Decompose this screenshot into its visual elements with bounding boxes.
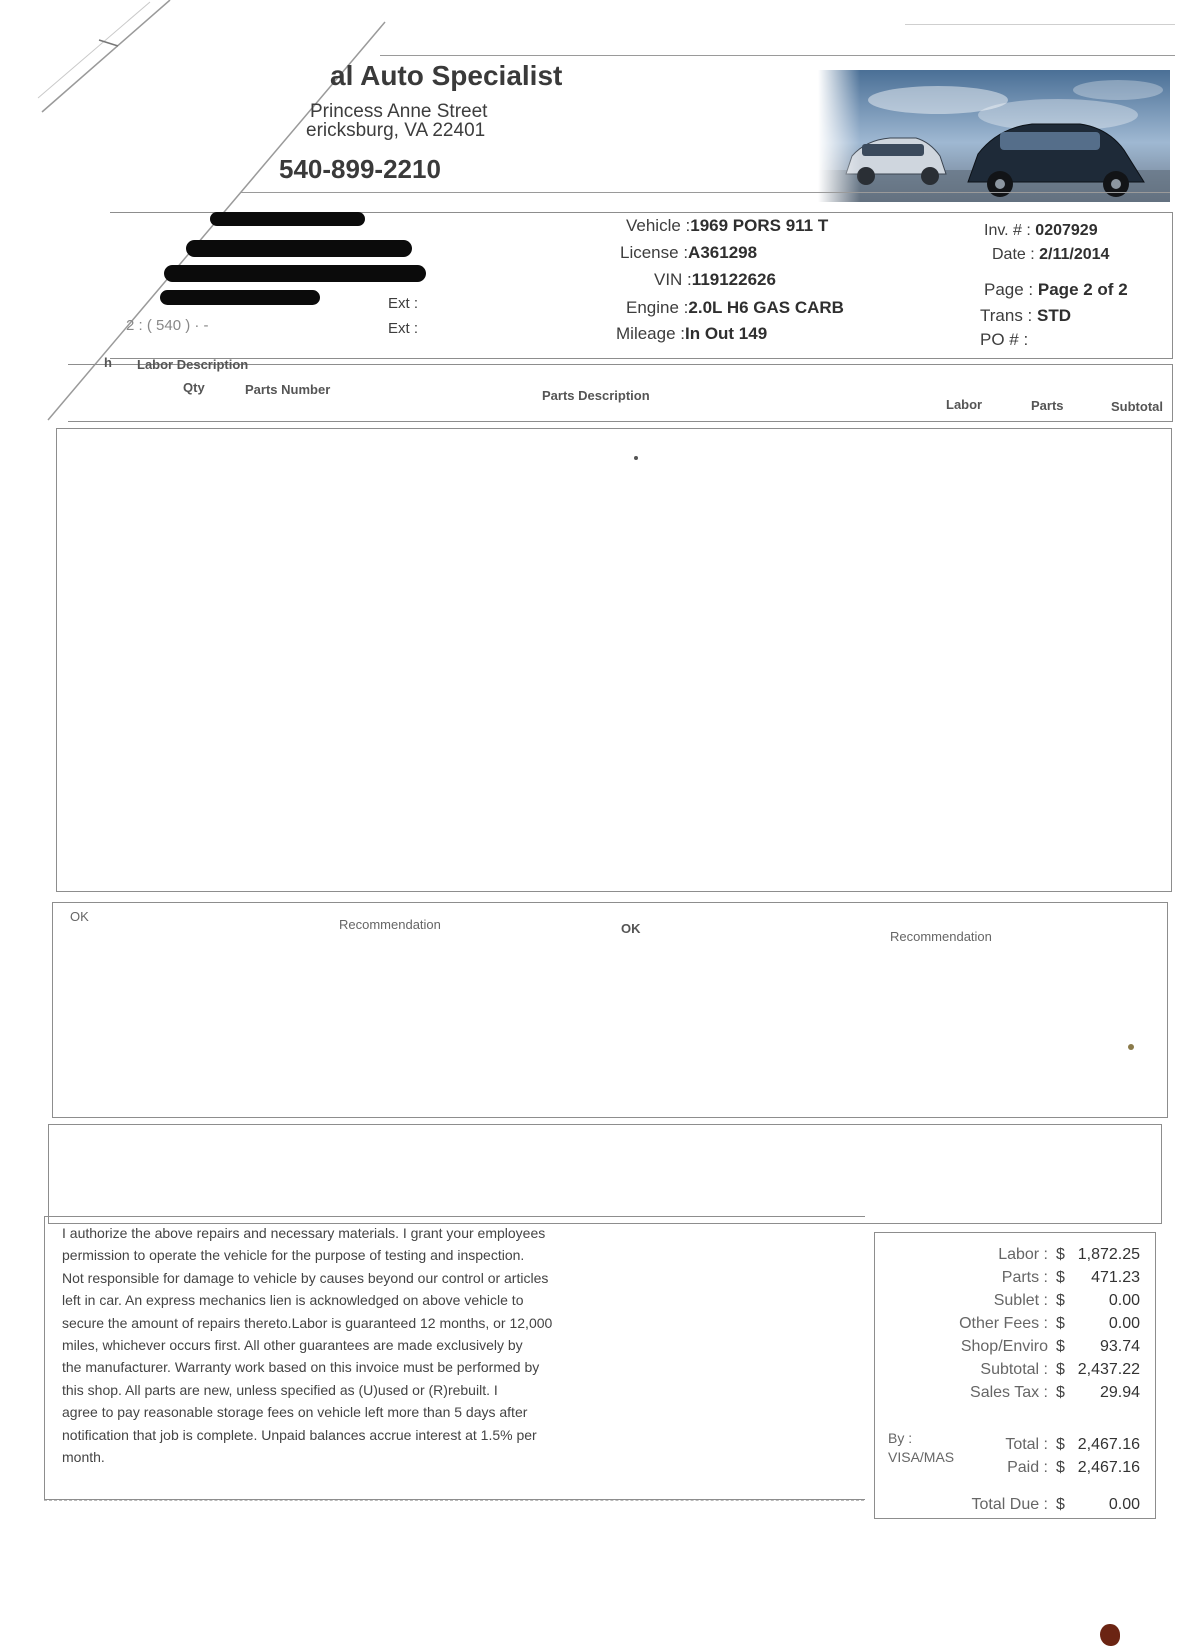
trans-label: Trans : bbox=[980, 306, 1033, 325]
vehicle-label: Vehicle : bbox=[626, 216, 691, 235]
authorization-bottom-dash bbox=[44, 1500, 864, 1501]
engine-label: Engine : bbox=[626, 298, 689, 317]
totals-total-due-row bbox=[878, 1496, 1148, 1518]
vehicle-value: 1969 PORS 911 T bbox=[690, 216, 829, 235]
engine-row bbox=[626, 298, 844, 318]
license-value: A361298 bbox=[688, 243, 758, 262]
page-label: Page : bbox=[984, 280, 1034, 299]
currency-symbol: $ bbox=[1056, 1246, 1065, 1263]
page-value: Page 2 of 2 bbox=[1037, 280, 1128, 299]
payment-method: VISA/MAS bbox=[888, 1449, 955, 1465]
authorization-line: permission to operate the vehicle for the purpose of testing and inspection. bbox=[62, 1247, 525, 1264]
ext2-label: Ext : bbox=[388, 320, 419, 337]
authorization-line: this shop. All parts are new, unless specified as (U)used or (R)rebuilt. I bbox=[62, 1381, 498, 1398]
totals-other-fees-row bbox=[878, 1315, 1148, 1337]
car-banner-image bbox=[818, 70, 1170, 202]
recommendation-header-left: Recommendation bbox=[339, 917, 441, 932]
engine-value: 2.0L H6 GAS CARB bbox=[688, 298, 844, 317]
totals-other-fees-value: 0.00 bbox=[1108, 1315, 1140, 1332]
currency-symbol: $ bbox=[1056, 1338, 1065, 1355]
currency-symbol: $ bbox=[1056, 1269, 1065, 1286]
payment-by-label: By : bbox=[888, 1430, 913, 1446]
authorization-line: Not responsible for damage to vehicle by causes beyond our control or articles bbox=[62, 1269, 549, 1286]
totals-labor-row bbox=[878, 1246, 1148, 1268]
shop-name: al Auto Specialist bbox=[330, 60, 563, 91]
totals-parts-row bbox=[878, 1269, 1148, 1291]
line-items-box bbox=[56, 428, 1172, 892]
redacted-customer-name bbox=[210, 212, 365, 226]
date-value: 2/11/2014 bbox=[1039, 246, 1110, 263]
redacted-customer-phone1 bbox=[160, 290, 320, 305]
license-row bbox=[620, 243, 757, 263]
recommendation-ok-left: OK bbox=[70, 909, 89, 924]
totals-sublet-label: Sublet : bbox=[993, 1292, 1048, 1309]
vin-label: VIN : bbox=[654, 270, 692, 289]
invoice-number-value: 0207929 bbox=[1035, 222, 1098, 239]
totals-labor-label: Labor : bbox=[998, 1246, 1048, 1263]
authorization-line: secure the amount of repairs thereto.Labor is guaranteed 12 months, or 12,000 bbox=[62, 1314, 553, 1331]
authorization-line: miles, whichever occurs first. All other guarantees are made exclusively by bbox=[62, 1337, 523, 1354]
totals-total-due-label: Total Due : bbox=[971, 1496, 1048, 1513]
po-row bbox=[980, 330, 1028, 350]
trans-row bbox=[980, 306, 1071, 326]
totals-subtotal-value: 2,437.22 bbox=[1077, 1361, 1140, 1378]
mileage-label: Mileage : bbox=[616, 324, 685, 343]
vin-value: 119122626 bbox=[691, 270, 776, 289]
totals-total-row bbox=[878, 1436, 1148, 1458]
mileage-row bbox=[616, 324, 767, 344]
authorization-line: left in car. An express mechanics lien is acknowledged on above vehicle to bbox=[62, 1292, 524, 1309]
totals-sales-tax-label: Sales Tax : bbox=[970, 1384, 1048, 1401]
totals-paid-label: Paid : bbox=[1007, 1459, 1048, 1476]
header-top-rule bbox=[380, 55, 1175, 56]
phone2-text: 2 : ( 540 ) · - bbox=[126, 317, 209, 334]
authorization-line: I authorize the above repairs and necessary materials. I grant your employees bbox=[62, 1225, 546, 1241]
top-edge-rule bbox=[905, 24, 1175, 25]
header-bottom-rule bbox=[240, 192, 1170, 193]
totals-subtotal-row bbox=[878, 1361, 1148, 1383]
totals-subtotal-label: Subtotal : bbox=[980, 1361, 1048, 1378]
tech-col-fragment: h bbox=[104, 355, 112, 370]
recommendation-header-right: Recommendation bbox=[890, 929, 992, 944]
subtotal-col-header: Subtotal bbox=[1111, 399, 1163, 414]
redacted-customer-address bbox=[186, 240, 412, 257]
parts-number-header: Parts Number bbox=[245, 382, 331, 397]
totals-shop-enviro-label: Shop/Enviro bbox=[960, 1338, 1048, 1355]
qty-header: Qty bbox=[183, 380, 205, 395]
totals-total-value: 2,467.16 bbox=[1077, 1436, 1140, 1453]
recommendation-ok-right: OK bbox=[621, 921, 641, 936]
date-label: Date : bbox=[992, 246, 1035, 263]
shop-address-line2: ericksburg, VA 22401 bbox=[306, 120, 486, 141]
scan-speck bbox=[634, 456, 638, 460]
license-label: License : bbox=[620, 243, 689, 262]
redacted-customer-city bbox=[164, 265, 426, 282]
authorization-line: agree to pay reasonable storage fees on vehicle left more than 5 days after bbox=[62, 1404, 528, 1421]
invoice-number-row bbox=[984, 222, 1098, 240]
totals-shop-enviro-value: 93.74 bbox=[1099, 1338, 1140, 1355]
totals-other-fees-label: Other Fees : bbox=[959, 1315, 1048, 1332]
shop-phone: 540-899-2210 bbox=[279, 154, 441, 184]
ext1-label: Ext : bbox=[388, 295, 419, 312]
parts-description-header: Parts Description bbox=[542, 388, 650, 403]
parts-col-header: Parts bbox=[1031, 398, 1064, 413]
currency-symbol: $ bbox=[1056, 1361, 1065, 1378]
currency-symbol: $ bbox=[1056, 1292, 1065, 1309]
currency-symbol: $ bbox=[1056, 1384, 1065, 1401]
authorization-line: month. bbox=[62, 1449, 105, 1466]
totals-parts-value: 471.23 bbox=[1091, 1269, 1140, 1286]
totals-paid-value: 2,467.16 bbox=[1077, 1459, 1140, 1476]
shop-address-line1: Princess Anne Street bbox=[310, 101, 488, 122]
currency-symbol: $ bbox=[1056, 1436, 1065, 1453]
scan-speck bbox=[1128, 1044, 1134, 1050]
totals-sublet-row bbox=[878, 1292, 1148, 1314]
po-label: PO # : bbox=[980, 330, 1029, 349]
totals-sales-tax-value: 29.94 bbox=[1099, 1384, 1140, 1401]
totals-sales-tax-row bbox=[878, 1384, 1148, 1406]
totals-labor-value: 1,872.25 bbox=[1077, 1246, 1140, 1263]
currency-symbol: $ bbox=[1056, 1496, 1065, 1513]
labor-col-header: Labor bbox=[946, 397, 983, 412]
totals-total-due-value: 0.00 bbox=[1108, 1496, 1140, 1513]
notes-box bbox=[48, 1124, 1162, 1224]
totals-parts-label: Parts : bbox=[1001, 1269, 1048, 1286]
currency-symbol: $ bbox=[1056, 1315, 1065, 1332]
vin-row bbox=[654, 270, 776, 290]
invoice-number-label: Inv. # : bbox=[984, 222, 1031, 239]
totals-shop-enviro-row bbox=[878, 1338, 1148, 1360]
totals-sublet-value: 0.00 bbox=[1108, 1292, 1140, 1309]
authorization-text bbox=[62, 1222, 702, 1468]
mileage-value: In Out 149 bbox=[684, 324, 768, 343]
trans-value: STD bbox=[1037, 306, 1072, 325]
vehicle-row bbox=[626, 216, 828, 236]
totals-total-label: Total : bbox=[1005, 1436, 1048, 1453]
totals-panel bbox=[878, 1240, 1154, 1520]
recommendations-box bbox=[52, 902, 1168, 1118]
authorization-line: notification that job is complete. Unpaid balances accrue interest at 1.5% per bbox=[62, 1426, 537, 1443]
ink-stain bbox=[1100, 1624, 1120, 1646]
authorization-line: the manufacturer. Warranty work based on this invoice must be performed by bbox=[62, 1359, 540, 1376]
date-row bbox=[992, 246, 1109, 264]
currency-symbol: $ bbox=[1056, 1459, 1065, 1476]
page-row bbox=[984, 280, 1128, 300]
totals-paid-row bbox=[878, 1459, 1148, 1481]
labor-description-header: Labor Description bbox=[137, 357, 249, 372]
